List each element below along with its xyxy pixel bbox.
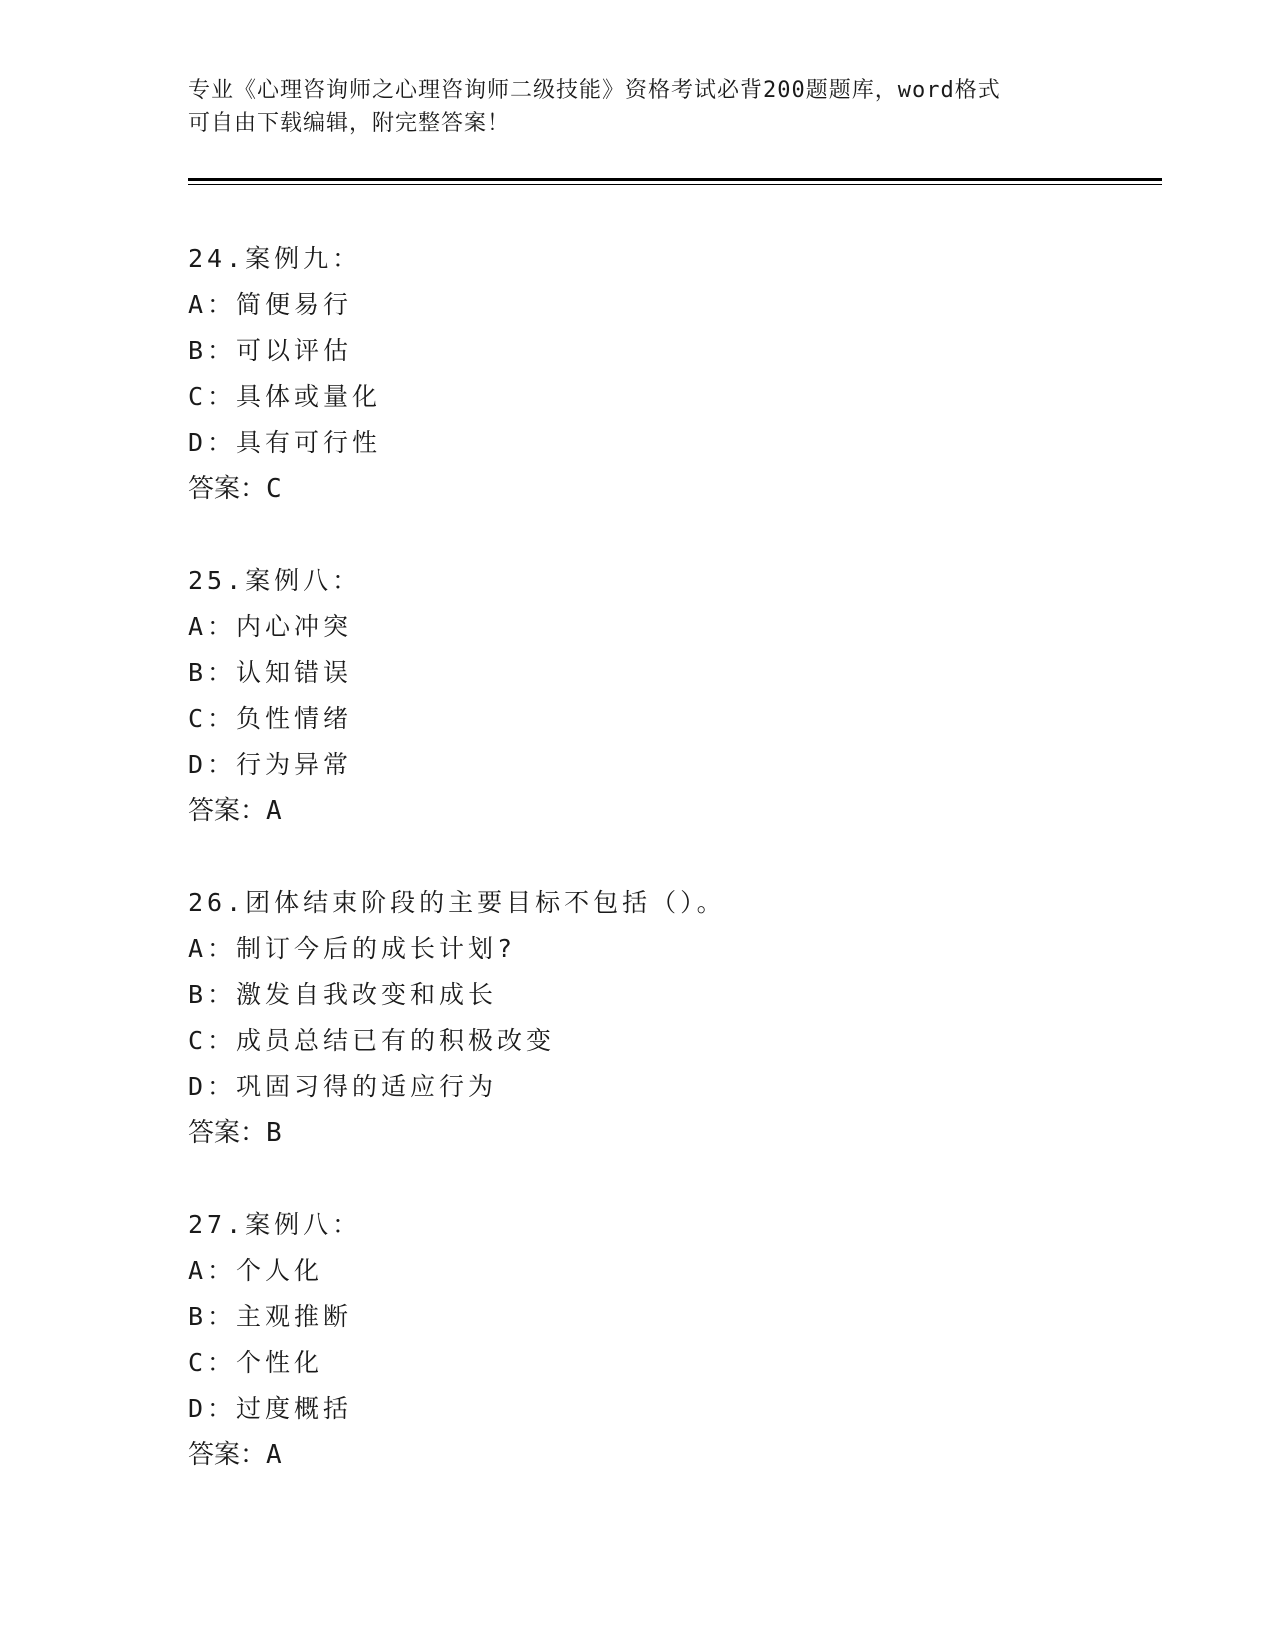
question-title: 27.案例八： [188,1210,362,1239]
option-b: B：可以评估 [188,336,353,365]
answer [188,788,1148,834]
question-title: 26.团体结束阶段的主要目标不包括（）。 [188,888,726,917]
answer-value: A [266,796,282,826]
answer [188,1432,1148,1478]
option-a: A：制订今后的成长计划? [188,934,517,963]
option-c: C：成员总结已有的积极改变 [188,1026,556,1055]
header-divider-thin [188,184,1162,185]
header-line-2: 可自由下载编辑，附完整答案！ [188,111,511,136]
header-line-1: 专业《心理咨询师之心理咨询师二级技能》资格考试必背200题题库，word格式 [188,78,1001,103]
answer-label: 答案： [188,796,267,826]
answer-value: A [266,1440,282,1470]
option-d: D：具有可行性 [188,428,382,457]
answer-value: B [266,1118,282,1148]
option-a: A：内心冲突 [188,612,353,641]
answer-label: 答案： [188,1440,267,1470]
question-26 [188,880,1148,1156]
question-title: 25.案例八： [188,566,362,595]
answer-value: C [266,474,282,504]
question-25 [188,558,1148,834]
option-d: D：行为异常 [188,750,353,779]
option-d: D：过度概括 [188,1394,353,1423]
option-b: B：激发自我改变和成长 [188,980,498,1009]
option-c: C：负性情绪 [188,704,353,733]
option-b: B：主观推断 [188,1302,353,1331]
question-27 [188,1202,1148,1478]
header-divider-thick [188,178,1162,181]
option-b: B：认知错误 [188,658,353,687]
option-c: C：个性化 [188,1348,324,1377]
answer-label: 答案： [188,1118,267,1148]
document-header [188,74,1088,140]
option-c: C：具体或量化 [188,382,382,411]
option-d: D：巩固习得的适应行为 [188,1072,498,1101]
answer [188,466,1148,512]
option-a: A：简便易行 [188,290,353,319]
answer [188,1110,1148,1156]
option-a: A：个人化 [188,1256,324,1285]
question-24 [188,236,1148,512]
question-list [188,236,1148,1524]
question-title: 24.案例九： [188,244,362,273]
answer-label: 答案： [188,474,267,504]
